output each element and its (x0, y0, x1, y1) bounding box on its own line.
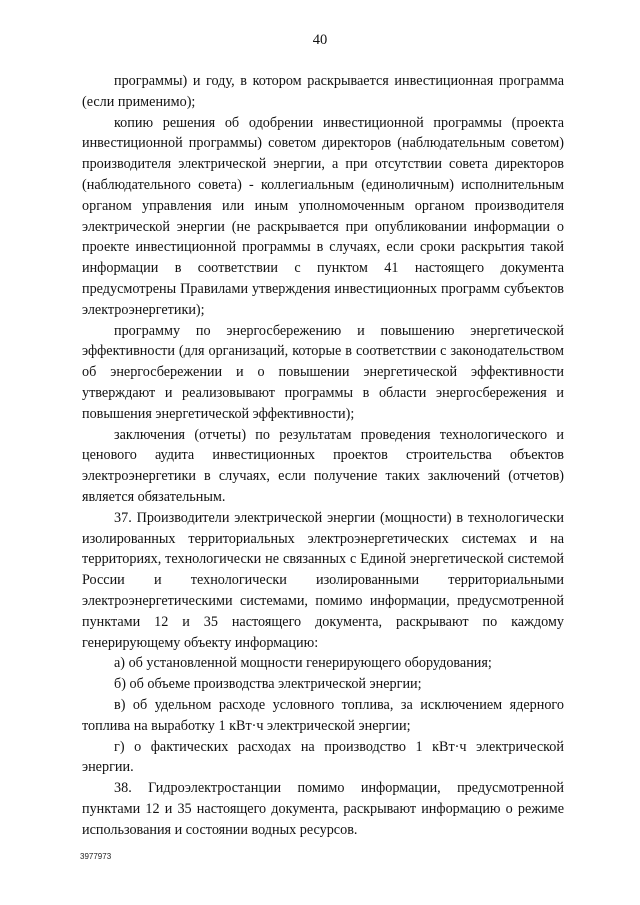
paragraph-investment-program-year: программы) и году, в котором раскрывается инвестиционная программа (если применимо); (82, 73, 564, 110)
page-number: 40 (312, 32, 328, 48)
document-body (82, 71, 564, 840)
paragraph-item-37-g: г) о фактических расходах на производство 1 кВт·ч электрической энергии. (82, 738, 564, 776)
paragraph-item-37-a: а) об установленной мощности генерирующего оборудования; (114, 655, 492, 672)
paragraph-item-37: 37. Производители электрической энергии (мощности) в технологически изолированных территориальных электроэнергетических системах и на территориях, технологически не связанных с Единой энергетической системой России и технологически изолированными территориальными электроэнергетическими системами, помимо информации, предусмотренной пунктами 12 и 35 настоящего документа, раскрывают по каждому генерирующему объекту информацию: (82, 509, 564, 651)
document-code: 3977973 (80, 852, 112, 861)
paragraph-item-37-v: в) об удельном расходе условного топлива, за исключением ядерного топлива на выработку 1 кВт·ч электрической энергии; (82, 696, 564, 734)
paragraph-energy-saving-program: программу по энергосбережению и повышению энергетической эффективности (для организаций, которые в соответствии с законодательством об энергосбережении и о повышении энергетической эффективности утверждают и реализовывают программы в области энергосбережения и повышения энергетической эффективности); (82, 322, 564, 422)
paragraph-board-approval-copy: копию решения об одобрении инвестиционной программы (проекта инвестиционной программы) советом директоров (наблюдательным советом) производителя электрической энергии, а при отсутствии совета директоров (наблюдательного совета) - коллегиальным (единоличным) исполнительным органом управления или иным уполномоченным органом производителя электрической энергии (не раскрывается при опубликовании информации о проекте инвестиционной программы в случаях, если сроки раскрытия такой информации в соответствии с пунктом 41 настоящего документа предусмотрены Правилами утверждения инвестиционных программ субъектов электроэнергетики); (82, 114, 564, 318)
paragraph-item-37-b: б) об объеме производства электрической энергии; (114, 676, 422, 693)
paragraph-audit-conclusions: заключения (отчеты) по результатам проведения технологического и ценового аудита инвестиционных проектов строительства объектов электроэнергетики в случаях, если получение таких заключений (отчетов) является обязательным. (82, 426, 564, 505)
paragraph-item-38: 38. Гидроэлектростанции помимо информации, предусмотренной пунктами 12 и 35 настоящего документа, раскрывают информацию о режиме использования и состоянии водных ресурсов. (82, 780, 564, 838)
